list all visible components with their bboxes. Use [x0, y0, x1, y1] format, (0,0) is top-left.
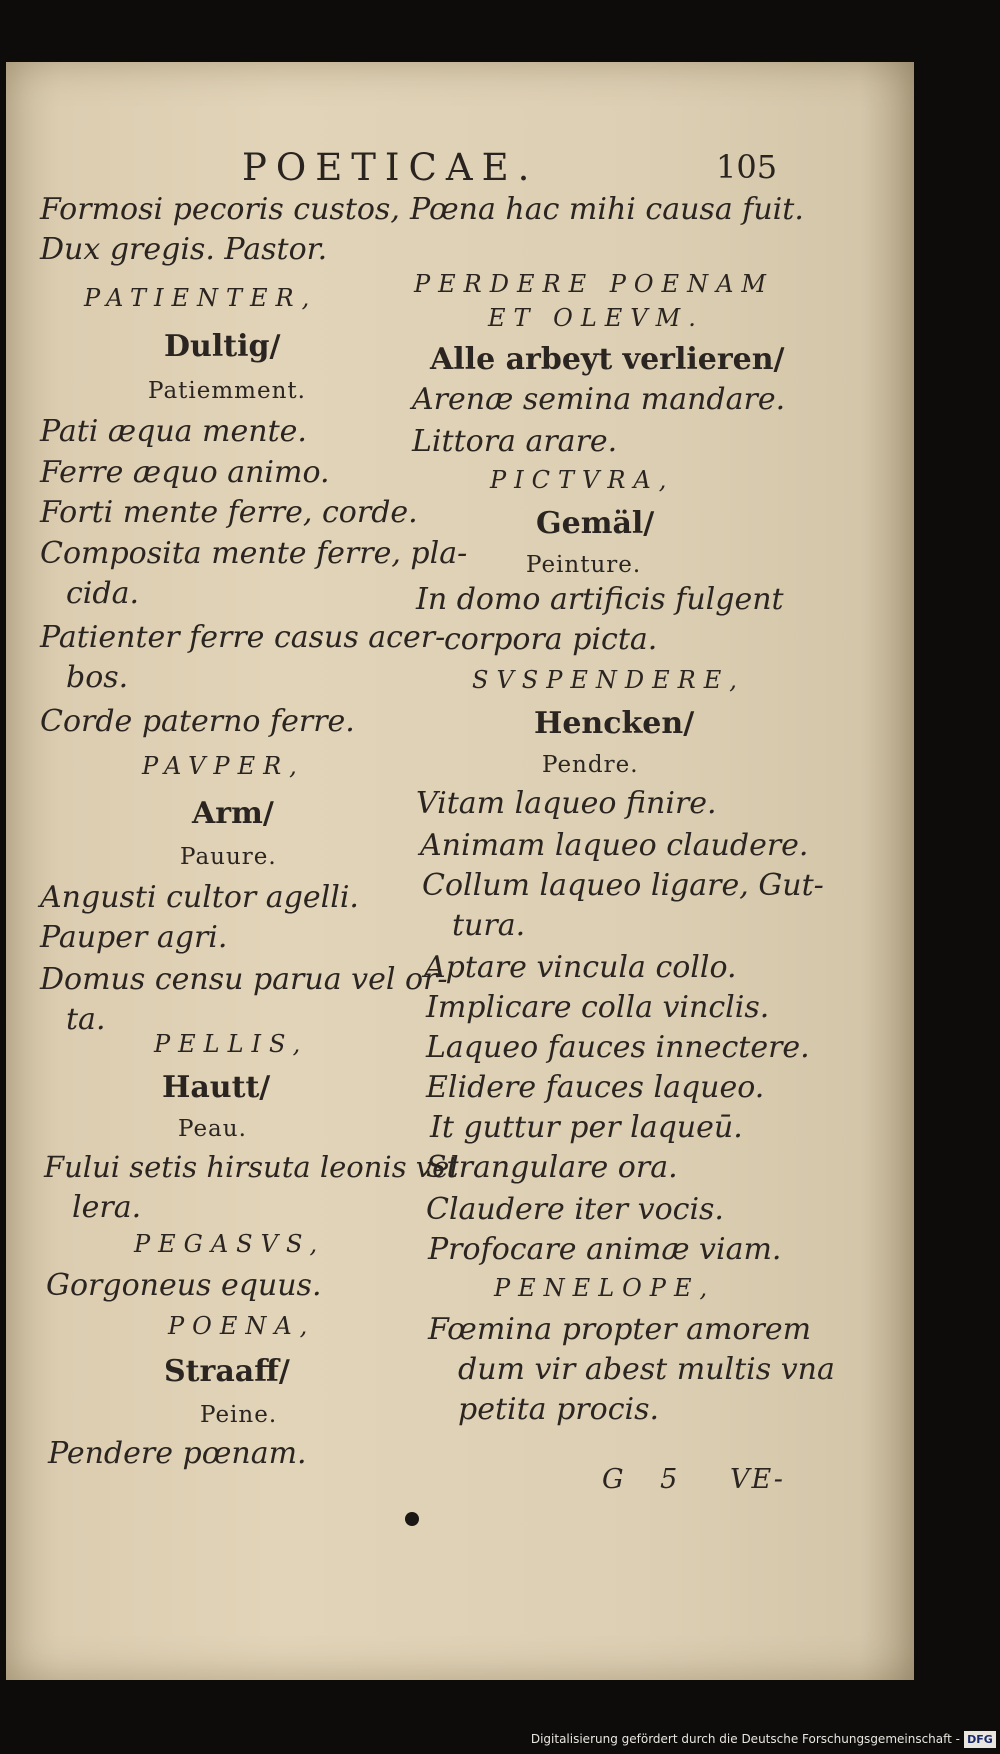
entry-line: Composita mente ferre, pla-	[40, 536, 468, 571]
entry-line: Pati æqua mente.	[40, 414, 307, 449]
lemma-heading: PAVPER,	[142, 752, 305, 780]
german-gloss: Hencken/	[534, 706, 695, 741]
entry-line: Implicare colla vinclis.	[426, 990, 770, 1025]
entry-line: Gorgoneus equus.	[46, 1268, 322, 1303]
french-gloss: Pauure.	[180, 844, 277, 870]
entry-line: It guttur per laqueū.	[430, 1110, 743, 1145]
running-title: POETICAE.	[242, 146, 539, 189]
entry-line: bos.	[66, 660, 129, 695]
german-gloss: Straaff/	[164, 1354, 290, 1389]
signature-mark: G 5	[602, 1464, 692, 1495]
lemma-heading: PICTVRA,	[490, 466, 675, 494]
digitization-footer	[0, 1728, 1000, 1754]
entry-line: Fului setis hirsuta leonis vel	[44, 1150, 459, 1184]
entry-line: Angusti cultor agelli.	[40, 880, 359, 915]
lemma-heading: SVSPENDERE,	[472, 666, 745, 694]
entry-line: Elidere fauces laqueo.	[426, 1070, 765, 1105]
running-head	[0, 146, 1000, 198]
lemma-heading: PEGASVS,	[134, 1230, 326, 1258]
german-gloss: Dultig/	[164, 329, 281, 364]
lemma-heading: POENA,	[168, 1312, 316, 1340]
entry-line: Collum laqueo ligare, Gut-	[422, 868, 824, 903]
entry-line: Strangulare ora.	[426, 1150, 678, 1185]
entry-line: Ferre æquo animo.	[40, 455, 330, 490]
entry-line: ta.	[66, 1002, 106, 1037]
french-gloss: Peinture.	[526, 552, 642, 578]
french-gloss: Peine.	[200, 1402, 278, 1428]
ink-spot	[405, 1512, 419, 1526]
entry-line: Forti mente ferre, corde.	[40, 495, 418, 530]
entry-line: Patienter ferre casus acer-	[40, 620, 446, 655]
page-number: 105	[716, 148, 778, 186]
german-gloss: Hautt/	[162, 1070, 271, 1105]
entry-line: Claudere iter vocis.	[426, 1192, 724, 1227]
entry-line: Laqueo fauces innectere.	[426, 1030, 810, 1065]
entry-line: Animam laqueo claudere.	[420, 828, 809, 863]
lemma-heading: PELLIS,	[154, 1030, 309, 1058]
entry-line: Corde paterno ferre.	[40, 704, 355, 739]
entry-line: Pendere pœnam.	[48, 1436, 307, 1471]
french-gloss: Peau.	[178, 1116, 247, 1142]
entry-line: Littora arare.	[412, 424, 618, 459]
entry-line: Pœna hac mihi causa fuit.	[410, 192, 804, 227]
entry-line: cida.	[66, 576, 140, 611]
lemma-heading: PERDERE POENAM	[414, 270, 774, 298]
entry-line: Fœmina propter amorem	[428, 1312, 812, 1347]
entry-line: dum vir abest multis vna	[458, 1352, 835, 1387]
entry-line: In domo artificis fulgent	[416, 582, 784, 617]
entry-line: petita procis.	[458, 1392, 660, 1427]
dfg-logo: DFG	[964, 1731, 996, 1748]
lemma-heading: ET OLEVM.	[488, 304, 704, 332]
entry-line: Formosi pecoris custos,	[40, 192, 400, 227]
entry-line: Domus censu parua vel or-	[40, 962, 448, 997]
catchword: VE-	[730, 1464, 785, 1495]
entry-line: corpora picta.	[444, 622, 658, 657]
german-gloss: Arm/	[192, 796, 274, 831]
german-gloss: Alle arbeyt verlieren/	[430, 342, 785, 377]
entry-line: Vitam laqueo finire.	[416, 786, 717, 821]
entry-line: Dux gregis. Pastor.	[40, 232, 328, 267]
funding-credit: Digitalisierung gefördert durch die Deutsche Forschungsgemeinschaft -	[530, 1732, 960, 1746]
german-gloss: Gemäl/	[536, 506, 655, 541]
lemma-heading: PATIENTER,	[84, 284, 318, 312]
entry-line: Pauper agri.	[40, 920, 228, 955]
entry-line: lera.	[72, 1190, 142, 1225]
french-gloss: Patiemment.	[148, 378, 306, 404]
entry-line: tura.	[452, 908, 526, 943]
lemma-heading: PENELOPE,	[494, 1274, 716, 1302]
entry-line: Profocare animæ viam.	[428, 1232, 782, 1267]
entry-line: Aptare vincula collo.	[424, 950, 737, 985]
entry-line: Arenæ semina mandare.	[412, 382, 786, 417]
french-gloss: Pendre.	[542, 752, 639, 778]
